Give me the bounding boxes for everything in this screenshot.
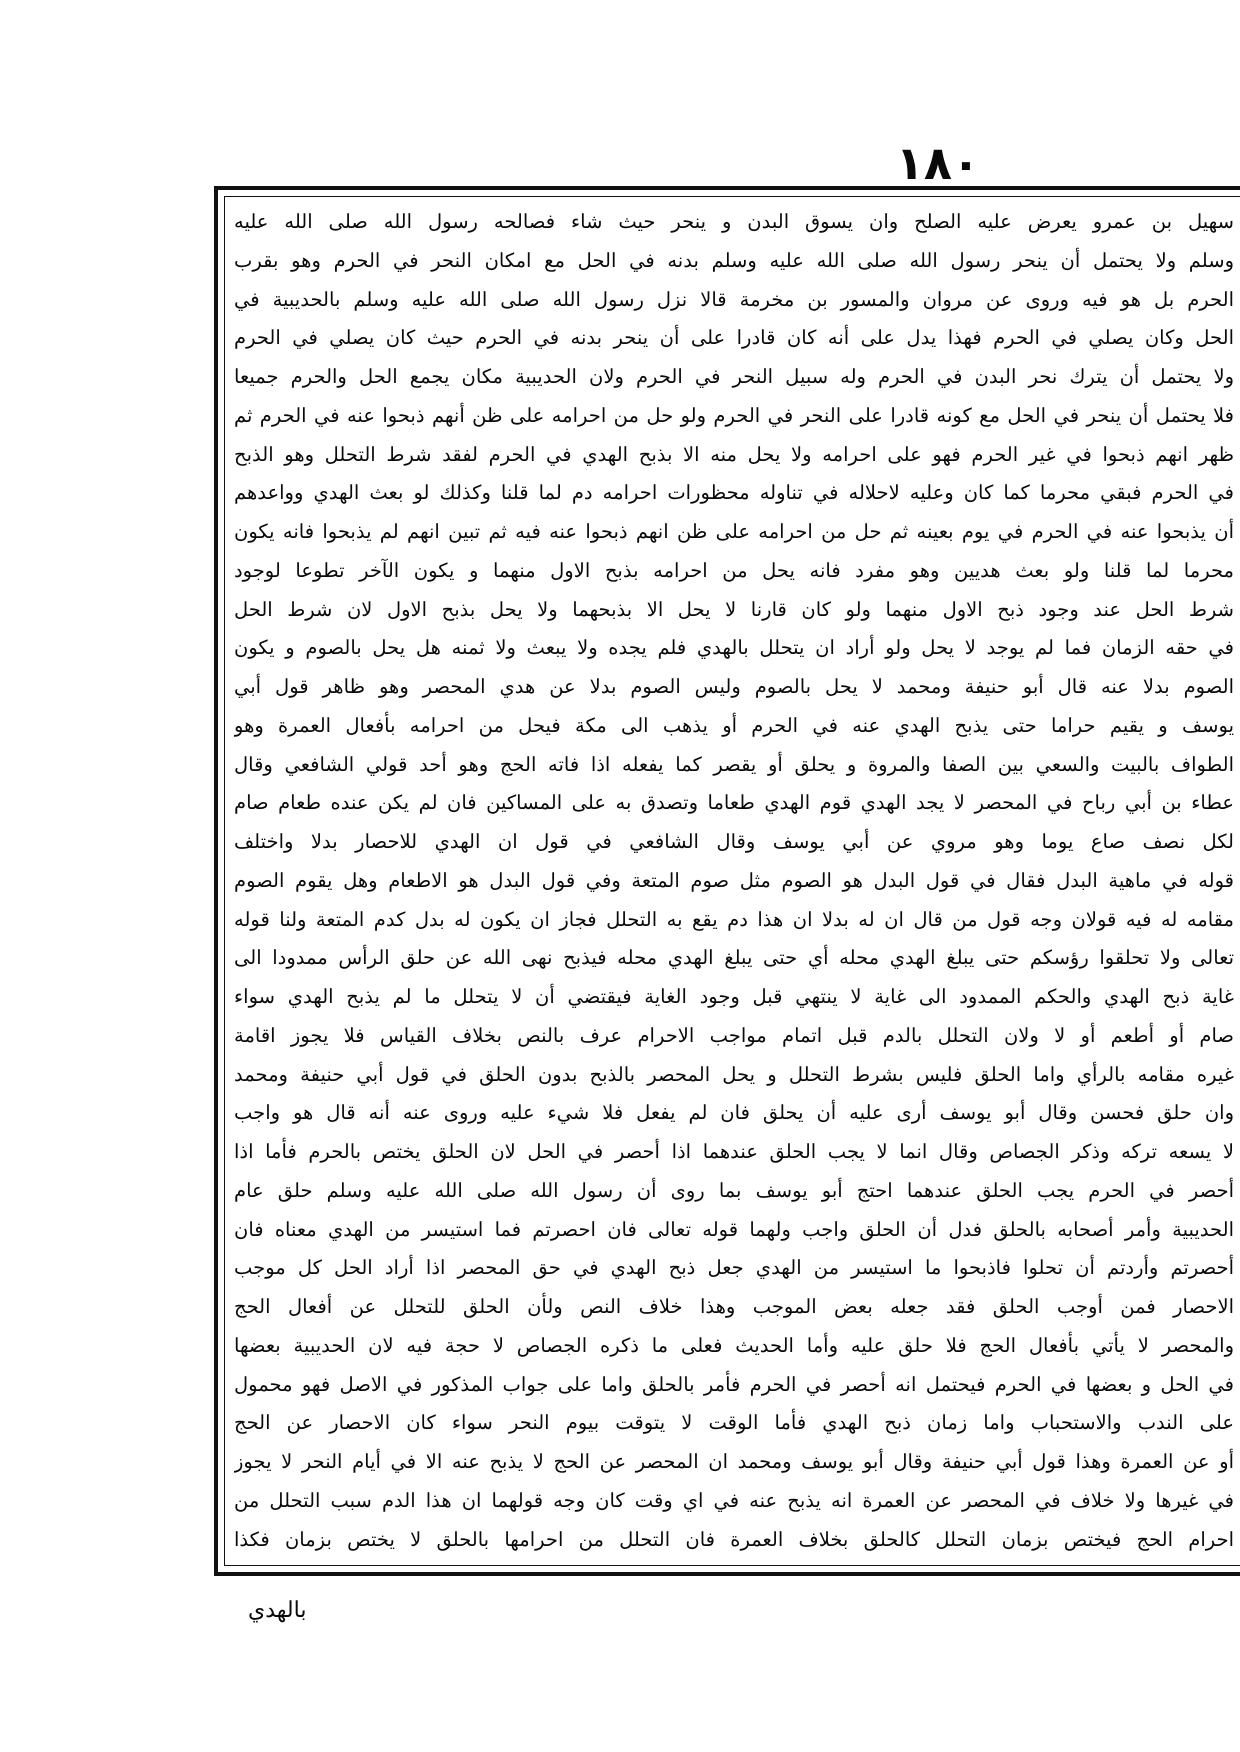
text-line: غاية ذبح الهدي والحكم الممدود الى غاية لا ينتهي قبل وجود الغاية فيقتضي أن لا يتحلل ما لم يذبح الهدي سواء [234, 985, 1234, 1008]
catchword: بالهدي [248, 1598, 307, 1623]
text-line: أو عن العمرة وهذا قول أبي حنيفة وقال أبو يوسف ومحمد ان المحصر عن الحج لا يذبح عنه الا في أيام النحر لا يجوز [234, 1450, 1234, 1473]
text-line: احرام الحج فيختص بزمان التحلل كالحلق بخلاف العمرة فان التحلل من احرامها بالحلق لا يختص بزمان فكذا [234, 1527, 1234, 1551]
text-line: الاحصار فمن أوجب الحلق فقد جعله بعض الموجب وهذا خلاف النص ولأن الحلق للتحلل عن أفعال الحج [234, 1295, 1234, 1318]
text-line: تعالى ولا تحلقوا رؤسكم حتى يبلغ الهدي محله أي حتى يبلغ الهدي محله فيذبح نهى الله عن حلق الرأس ممدودا الى [234, 946, 1234, 970]
text-line: سهيل بن عمرو يعرض عليه الصلح وان يسوق البدن و ينحر حيث شاء فصالحه رسول الله صلى الله عليه [234, 210, 1234, 233]
page-number: ١٨٠ [895, 136, 980, 190]
text-line: محرما لما قلنا ولو بعث هديين وهو مفرد فانه يحل من احرامه بذبح الاول منهما و يكون الآخر تطوعا لوجود [234, 558, 1234, 582]
text-line: قوله في ماهية البدل فقال في قول البدل هو الصوم مثل صوم المتعة وفي قول البدل هو الاطعام وهل يقوم الصوم [234, 868, 1234, 892]
text-line: شرط الحل عند وجود ذبح الاول منهما ولو كان قارنا لا يحل الا بذبحهما ولا يحل بذبح الاول لان شرط الحل [234, 597, 1234, 621]
text-line: عطاء بن أبي رباح في المحصر لا يجد الهدي قوم الهدي طعاما وتصدق به على المساكين فان لم يكن عنده طعام صام [234, 791, 1234, 815]
text-line: لا يسعه تركه وذكر الجصاص وقال انما لا يجب الحلق عندهما اذا أحصر في الحل لان الحلق يختص بالحرم فأما اذا [234, 1140, 1234, 1163]
text-line: على الندب والاستحباب واما زمان ذبح الهدي فأما الوقت لا يتوقت بيوم النحر سواء كان الاحصار عن الحج [234, 1411, 1234, 1435]
text-line: في الحرم فبقي محرما كما كان وعليه لاحلاله في تناوله محظورات احرامه دم لما قلنا وكذلك لو بعث الهدي وواعدهم [234, 481, 1234, 505]
text-line: الصوم بدلا عنه قال أبو حنيفة ومحمد لا يحل بالصوم وليس الصوم بدلا عن هدي المحصر وهو ظاهر قول أبي [234, 675, 1234, 698]
text-line: أحصرتم وأردتم أن تحلوا فاذبحوا ما استيسر من الهدي جعل ذبح الهدي في حق المحصر اذا أراد الحل كل موجب [234, 1256, 1234, 1280]
text-line: الحرم بل هو فيه وروى عن مروان والمسور بن مخرمة قالا نزل رسول الله صلى الله عليه وسلم بالحديبية في [234, 287, 1234, 311]
text-line: والمحصر لا يأتي بأفعال الحج فلا حلق عليه وأما الحديث فعلى ما ذكره الجصاص لا حجة فيه لان الحديبية بعضها [234, 1333, 1234, 1357]
text-line: في غيرها ولا خلاف في المحصر عن العمرة انه يذبح عنه في اي وقت كان وجه قولهما ان هذا الدم سبب التحلل من [234, 1488, 1234, 1512]
text-line: في الحل و بعضها في الحرم فيحتمل انه أحصر في الحرم فأمر بالحلق واما على جواب المذكور في الاصل فهو محمول [234, 1372, 1234, 1396]
text-line: أن يذبحوا عنه في الحرم في يوم بعينه ثم حل من احرامه على ظن انهم ذبحوا عنه فيه ثم تبين انهم لم يذبحوا فانه يكون [234, 520, 1234, 543]
text-line: وسلم ولا يحتمل أن ينحر رسول الله صلى الله عليه وسلم بدنه في الحل مع امكان النحر في الحرم وهو بقرب [234, 248, 1234, 272]
text-line: يوسف و يقيم حراما حتى يذبح الهدي عنه في الحرم أو يذهب الى مكة فيحل من احرامه بأفعال العمرة وهو [234, 713, 1234, 737]
text-line: لكل نصف صاع يوما وهو مروي عن أبي يوسف وقال الشافعي في قول ان الهدي للاحصار بدلا واختلف [234, 830, 1234, 853]
text-line: وان حلق فحسن وقال أبو يوسف أرى عليه أن يحلق فان لم يفعل فلا شيء عليه وروى عنه أنه قال هو واجب [234, 1101, 1234, 1125]
text-line: غيره مقامه بالرأي واما الحلق فليس بشرط التحلل و يحل المحصر بالذبح بدون الحلق في قول أبي حنيفة ومحمد [234, 1062, 1234, 1086]
text-line: الطواف بالبيت والسعي بين الصفا والمروة و يحلق أو يقصر كما يفعله اذا فاته الحج وهو أحد قولي الشافعي وقال [234, 752, 1234, 776]
text-line: الحديبية وأمر أصحابه بالحلق فدل أن الحلق واجب ولهما قوله تعالى فان احصرتم فما استيسر من الهدي معناه فان [234, 1217, 1234, 1241]
text-line: ولا يحتمل أن يترك نحر البدن في الحرم وله سبيل النحر في الحرم ولان الحديبية مكان يجمع الحل والحرم جميعا [234, 365, 1234, 388]
body-text [234, 200, 1234, 1560]
text-line: ظهر انهم ذبحوا في غير الحرم فهو على احرامه ولا يحل منه الا بذبح الهدي في الحرم لفقد شرط التحلل وهو الذبح [234, 442, 1234, 466]
text-line: في حقه الزمان فما لم يوجد لا يحل ولو أراد ان يتحلل بالهدي فلم يجده ولا يبعث ولا ثمنه هل يحل بالصوم و يكون [234, 636, 1234, 660]
text-line: صام أو أطعم أو لا ولان التحلل بالدم قبل اتمام مواجب الاحرام عرف بالنص بخلاف القياس فلا يجوز اقامة [234, 1023, 1234, 1047]
text-line: مقامه له فيه قولان وجه قول من قال ان له بدلا ان هذا دم يقع به التحلل فجاز ان يكون له بدل كدم المتعة ولنا قوله [234, 907, 1234, 931]
text-line: الحل وكان يصلي في الحرم فهذا يدل على أنه كان قادرا على أن ينحر بدنه في الحرم حيث كان يصلي في الحرم [234, 326, 1234, 350]
text-line: فلا يحتمل أن ينحر في الحل مع كونه قادرا على النحر في الحرم ولو حل من احرامه على ظن أنهم ذبحوا عنه في الحرم ثم [234, 403, 1234, 427]
text-line: أحصر في الحرم يجب الحلق عندهما احتج أبو يوسف بما روى أن رسول الله صلى الله عليه وسلم حلق عام [234, 1178, 1234, 1202]
